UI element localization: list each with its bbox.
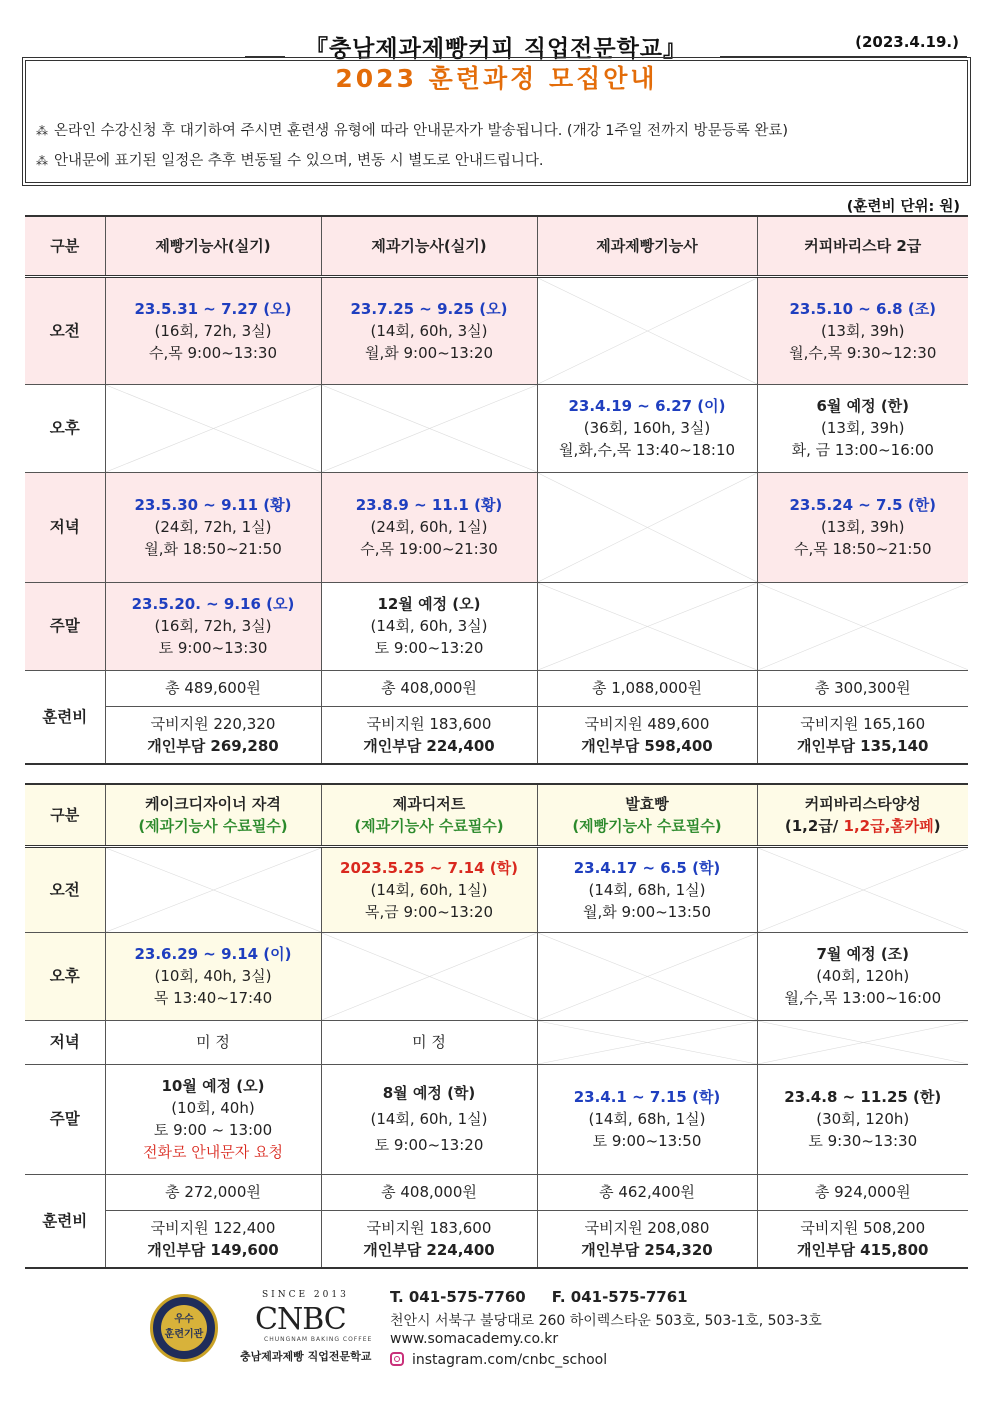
fee-gov: 국비지원 122,400 <box>150 1218 276 1237</box>
cnbc-logo: CNBC <box>255 1302 346 1337</box>
document-date: (2023.4.19.) <box>855 33 959 51</box>
course-time: 토 9:00 ~ 13:00 <box>153 1121 273 1139</box>
row-label: 훈련비 <box>25 670 105 764</box>
schedule-cell <box>757 932 968 1020</box>
course-info: (10회, 40h, 3실) <box>154 967 272 985</box>
badge-line2: 훈련기관 <box>164 1329 204 1340</box>
schedule-cell <box>321 582 537 670</box>
badge-line1: 우수 <box>174 1314 194 1325</box>
row-fee-detail <box>25 1210 968 1268</box>
badge-inner <box>161 1305 207 1351</box>
course-info: (24회, 60h, 1실) <box>370 518 488 536</box>
course-dates: 23.4.17 ~ 6.5 (학) <box>573 858 721 877</box>
row-evening <box>25 472 968 582</box>
course-info: (14회, 60h, 3실) <box>370 617 488 635</box>
course-time: 월,화 9:00~13:20 <box>365 343 493 362</box>
course-info: (16회, 72h, 3실) <box>154 321 272 340</box>
phone-text: T. 041-575-7760 F. 041-575-7761 <box>390 1288 688 1306</box>
course-info: (13회, 39h) <box>821 419 905 437</box>
course-info: (14회, 60h, 1실) <box>370 1110 488 1128</box>
course-time: 월,화 18:50~21:50 <box>144 540 282 558</box>
notice-1 <box>36 119 788 140</box>
course-dates: 23.8.9 ~ 11.1 (황) <box>355 496 503 514</box>
fee-detail <box>537 706 757 764</box>
row-label: 오후 <box>25 932 105 1020</box>
schedule-cell: 미 정 <box>321 1020 537 1064</box>
empty-cell <box>537 472 757 582</box>
schedule-cell <box>757 384 968 472</box>
course-dates: 23.6.29 ~ 9.14 (이) <box>134 945 292 963</box>
fee-self: 개인부담 415,800 <box>796 1240 929 1259</box>
course-dates: 23.5.20. ~ 9.16 (오) <box>131 595 295 613</box>
fee-total: 총 489,600원 <box>105 670 321 706</box>
notice-2 <box>36 149 544 170</box>
fee-detail <box>105 706 321 764</box>
schedule-cell <box>321 1064 537 1174</box>
fee-self: 개인부담 135,140 <box>796 736 929 755</box>
fee-gov: 국비지원 165,160 <box>800 714 926 733</box>
fee-self: 개인부담 254,320 <box>581 1240 713 1259</box>
phone-fax <box>390 1288 688 1306</box>
course-dates: 10월 예정 (오) <box>161 1077 265 1095</box>
schedule-cell <box>105 932 321 1020</box>
course-header <box>321 784 537 846</box>
fee-gov: 국비지원 220,320 <box>150 714 276 733</box>
excellent-institution-badge-icon <box>150 1294 218 1362</box>
row-label: 주말 <box>25 582 105 670</box>
course-time: 월,수,목 13:00~16:00 <box>784 989 942 1007</box>
empty-cell <box>757 1020 968 1064</box>
course-header <box>537 784 757 846</box>
row-label: 오전 <box>25 846 105 932</box>
row-fee-total <box>25 670 968 706</box>
schedule-cell <box>757 276 968 384</box>
empty-cell <box>105 384 321 472</box>
levels-b: 1,2급,홈카페 <box>843 816 934 835</box>
notice-box <box>25 60 968 183</box>
course-time: 수,목 9:00~13:30 <box>149 343 277 362</box>
course-time: 월,화 9:00~13:50 <box>583 902 711 921</box>
fee-self: 개인부담 269,280 <box>147 736 279 755</box>
schedule-cell: 미 정 <box>105 1020 321 1064</box>
fee-gov: 국비지원 508,200 <box>800 1218 926 1237</box>
fee-detail <box>757 1210 968 1268</box>
levels-a: (1,2급/ <box>784 816 844 835</box>
course-time: 목 13:40~17:40 <box>153 989 273 1007</box>
course-time: 토 9:00~13:30 <box>158 639 268 657</box>
course-prerequisite: (제과기능사 수료필수) <box>138 816 288 835</box>
row-weekend <box>25 582 968 670</box>
course-info: (10회, 40h) <box>171 1099 255 1117</box>
course-prerequisite: (제과기능사 수료필수) <box>354 816 504 835</box>
empty-cell <box>537 276 757 384</box>
instagram-icon <box>390 1352 404 1366</box>
notice-text: 온라인 수강신청 후 대기하여 주시면 훈련생 유형에 따라 안내문자가 발송됩니다. (개강 1주일 전까지 방문등록 완료) <box>54 123 788 139</box>
fee-detail <box>105 1210 321 1268</box>
row-label: 주말 <box>25 1064 105 1174</box>
row-morning <box>25 846 968 932</box>
course-dates: 23.4.8 ~ 11.25 (한) <box>784 1088 942 1106</box>
schedule-cell <box>537 1064 757 1174</box>
course-info: (14회, 60h, 1실) <box>370 880 488 899</box>
course-info: (14회, 68h, 1실) <box>588 1110 706 1128</box>
empty-cell <box>537 1020 757 1064</box>
title-rule-left <box>245 56 285 57</box>
row-label: 오후 <box>25 384 105 472</box>
course-name: 커피바리스타양성 <box>804 794 921 813</box>
course-time: 월,화,수,목 13:40~18:10 <box>558 441 736 459</box>
empty-cell <box>537 932 757 1020</box>
fee-detail <box>537 1210 757 1268</box>
instagram-text: instagram.com/cnbc_school <box>412 1352 608 1368</box>
fee-total: 총 1,088,000원 <box>537 670 757 706</box>
course-name: 케이크디자이너 자격 <box>145 794 281 813</box>
fee-self: 개인부담 598,400 <box>581 736 713 755</box>
course-info: (36회, 160h, 3실) <box>583 419 711 437</box>
course-time: 월,수,목 9:30~12:30 <box>789 343 937 362</box>
logo-since: SINCE 2013 <box>262 1290 349 1300</box>
fee-self: 개인부담 224,400 <box>363 736 495 755</box>
logo-subtitle: CHUNGNAM BAKING COFFEE <box>264 1336 373 1343</box>
fee-detail <box>321 1210 537 1268</box>
course-info: (24회, 72h, 1실) <box>154 518 272 536</box>
schedule-cell <box>537 846 757 932</box>
course-info: (30회, 120h) <box>816 1110 910 1128</box>
course-dates: 23.5.24 ~ 7.5 (한) <box>789 496 937 514</box>
course-dates: 7월 예정 (조) <box>816 945 910 963</box>
course-time: 목,금 9:00~13:20 <box>365 902 493 921</box>
school-title: 『충남제과제빵커피 직업전문학교』 <box>304 36 688 62</box>
notice-text: 안내문에 표기된 일정은 추후 변동될 수 있으며, 변동 시 별도로 안내드립니다. <box>54 153 544 169</box>
fee-detail <box>321 706 537 764</box>
course-dates: 23.4.1 ~ 7.15 (학) <box>573 1088 721 1106</box>
course-info: (13회, 39h) <box>821 321 905 340</box>
course-info: (14회, 68h, 1실) <box>588 880 706 899</box>
fee-total: 총 924,000원 <box>757 1174 968 1210</box>
course-header: 제과제빵기능사 <box>537 216 757 276</box>
row-fee-detail <box>25 706 968 764</box>
course-extra-note: 전화로 안내문자 요청 <box>143 1143 283 1161</box>
table-header-row <box>25 216 968 276</box>
course-time: 토 9:30~13:30 <box>808 1132 918 1150</box>
course-dates: 12월 예정 (오) <box>377 595 481 613</box>
course-dates: 2023.5.25 ~ 7.14 (학) <box>340 858 518 877</box>
website-link[interactable]: www.somacademy.co.kr <box>390 1331 559 1347</box>
fee-self: 개인부담 149,600 <box>147 1240 279 1259</box>
schedule-cell <box>105 582 321 670</box>
schedule-cell <box>105 1064 321 1174</box>
fee-total: 총 300,300원 <box>757 670 968 706</box>
schedule-cell <box>105 276 321 384</box>
schedule-cell <box>537 384 757 472</box>
empty-cell <box>757 582 968 670</box>
course-name: 발효빵 <box>625 794 669 813</box>
schedule-table-1 <box>25 215 968 765</box>
row-fee-total <box>25 1174 968 1210</box>
schedule-cell <box>105 472 321 582</box>
title-rule-right <box>720 56 967 57</box>
course-prerequisite: (제빵기능사 수료필수) <box>572 816 722 835</box>
row-label: 훈련비 <box>25 1174 105 1268</box>
course-dates: 23.5.31 ~ 7.27 (오) <box>134 299 292 318</box>
instagram-link[interactable] <box>390 1352 607 1368</box>
fee-total: 총 408,000원 <box>321 670 537 706</box>
course-header <box>757 784 968 846</box>
category-header: 구분 <box>25 784 105 846</box>
schedule-cell <box>321 846 537 932</box>
address: 천안시 서북구 불당대로 260 하이렉스타운 503호, 503-1호, 503-3호 <box>390 1313 822 1329</box>
course-time: 토 9:00~13:20 <box>374 639 484 657</box>
course-dates: 23.5.30 ~ 9.11 (황) <box>134 496 292 514</box>
row-label: 저녁 <box>25 472 105 582</box>
row-label: 저녁 <box>25 1020 105 1064</box>
row-label: 오전 <box>25 276 105 384</box>
fee-self: 개인부담 224,400 <box>363 1240 495 1259</box>
logo-school-name: 충남제과제빵 직업전문학교 <box>240 1350 372 1363</box>
empty-cell <box>757 846 968 932</box>
course-header: 제과기능사(실기) <box>321 216 537 276</box>
empty-cell <box>105 846 321 932</box>
row-afternoon <box>25 384 968 472</box>
course-info: (16회, 72h, 3실) <box>154 617 272 635</box>
fee-detail <box>757 706 968 764</box>
course-header: 제빵기능사(실기) <box>105 216 321 276</box>
course-time: 수,목 19:00~21:30 <box>360 540 498 558</box>
course-levels <box>758 815 969 837</box>
course-name: 제과디저트 <box>392 794 466 813</box>
course-dates: 6월 예정 (한) <box>816 397 910 415</box>
schedule-cell <box>757 472 968 582</box>
row-evening <box>25 1020 968 1064</box>
course-dates: 23.4.19 ~ 6.27 (이) <box>568 397 726 415</box>
fee-gov: 국비지원 183,600 <box>366 1218 492 1237</box>
footer <box>0 1288 992 1388</box>
category-header: 구분 <box>25 216 105 276</box>
course-time: 토 9:00~13:50 <box>592 1132 702 1150</box>
levels-c: ) <box>933 816 941 835</box>
empty-cell <box>537 582 757 670</box>
table-header-row <box>25 784 968 846</box>
course-time: 토 9:00~13:20 <box>374 1136 484 1154</box>
row-morning <box>25 276 968 384</box>
bullet-icon: ⁂ <box>36 154 48 168</box>
course-dates: 23.5.10 ~ 6.8 (조) <box>789 299 937 318</box>
bullet-icon: ⁂ <box>36 124 48 138</box>
course-dates: 23.7.25 ~ 9.25 (오) <box>350 299 508 318</box>
fee-gov: 국비지원 183,600 <box>366 714 492 733</box>
course-time: 화, 금 13:00~16:00 <box>791 441 934 459</box>
course-dates: 8월 예정 (학) <box>382 1084 476 1102</box>
course-header <box>105 784 321 846</box>
course-header: 커피바리스타 2급 <box>757 216 968 276</box>
schedule-table-2 <box>25 783 968 1269</box>
course-info: (13회, 39h) <box>821 518 905 536</box>
fee-gov: 국비지원 489,600 <box>584 714 710 733</box>
empty-cell <box>321 932 537 1020</box>
row-weekend <box>25 1064 968 1174</box>
schedule-cell <box>757 1064 968 1174</box>
page-subtitle: 2023 훈련과정 모집안내 <box>335 64 658 93</box>
course-info: (14회, 60h, 3실) <box>370 321 488 340</box>
fee-gov: 국비지원 208,080 <box>584 1218 710 1237</box>
row-afternoon <box>25 932 968 1020</box>
fee-unit-note: (훈련비 단위: 원) <box>846 199 960 215</box>
course-time: 수,목 18:50~21:50 <box>793 540 932 558</box>
fee-total: 총 462,400원 <box>537 1174 757 1210</box>
fee-total: 총 272,000원 <box>105 1174 321 1210</box>
fee-total: 총 408,000원 <box>321 1174 537 1210</box>
empty-cell <box>321 384 537 472</box>
schedule-cell <box>321 472 537 582</box>
schedule-cell <box>321 276 537 384</box>
course-info: (40회, 120h) <box>816 967 910 985</box>
